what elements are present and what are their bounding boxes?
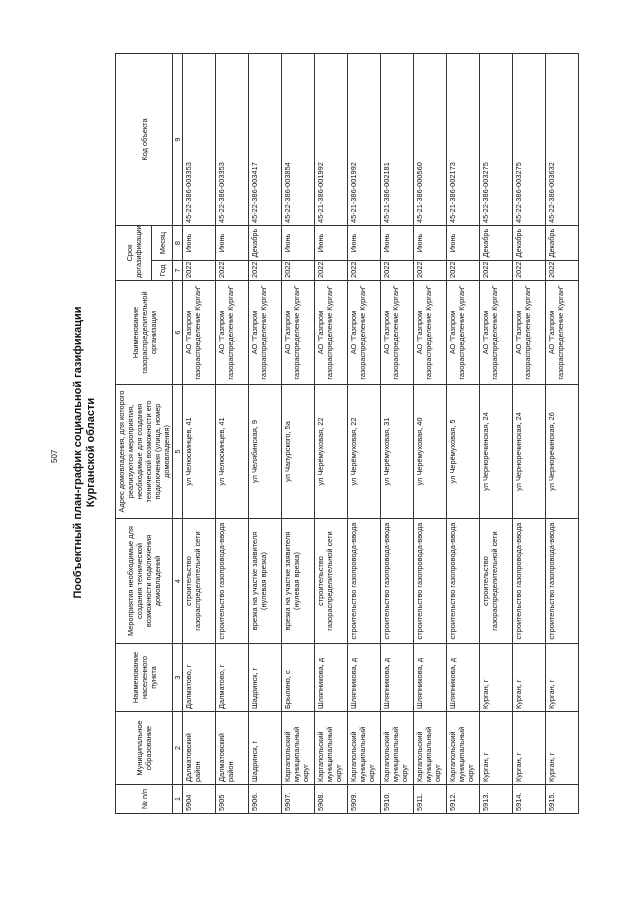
code-cell: 45-22-386-003632 bbox=[546, 54, 579, 226]
column-numbers-row bbox=[173, 54, 183, 814]
year-cell: 2022 bbox=[381, 261, 414, 281]
org-cell: АО "Газпром газораспределение Курган" bbox=[348, 281, 381, 385]
column-number: 4 bbox=[173, 519, 183, 644]
month-cell: Июнь bbox=[183, 226, 216, 261]
table-row bbox=[414, 54, 447, 814]
year-cell: 2022 bbox=[447, 261, 480, 281]
column-number: 8 bbox=[173, 226, 183, 261]
header-year: Год bbox=[152, 261, 173, 281]
address-cell: ул Черёмуховая, 31 bbox=[381, 385, 414, 519]
header-num: № п/п bbox=[116, 785, 173, 814]
org-cell: АО "Газпром газораспределение Курган" bbox=[546, 281, 579, 385]
measures-cell: строительство газопровода-ввода bbox=[348, 519, 381, 644]
code-cell: 45-21-386-002181 bbox=[381, 54, 414, 226]
measures-cell: строительство газопровода-ввода bbox=[381, 519, 414, 644]
measures-cell: строительство газораспределительной сети bbox=[315, 519, 348, 644]
column-number: 7 bbox=[173, 261, 183, 281]
year-cell: 2022 bbox=[414, 261, 447, 281]
year-cell: 2022 bbox=[183, 261, 216, 281]
row-number: 5906. bbox=[249, 785, 282, 814]
year-cell: 2022 bbox=[348, 261, 381, 281]
row-number: 5907. bbox=[282, 785, 315, 814]
title-line-1: Пообъектный план-график социальной газификации bbox=[72, 306, 84, 599]
code-cell: 45-22-386-003353 bbox=[183, 54, 216, 226]
month-cell: Декабрь bbox=[480, 226, 513, 261]
column-number: 5 bbox=[173, 385, 183, 519]
address-cell: ул Челюскинцев, 41 bbox=[183, 385, 216, 519]
row-number: 5911. bbox=[414, 785, 447, 814]
org-cell: АО "Газпром газораспределение Курган" bbox=[513, 281, 546, 385]
row-number: 5912. bbox=[447, 785, 480, 814]
month-cell: Декабрь bbox=[249, 226, 282, 261]
settlement-cell: Курган, г bbox=[513, 644, 546, 712]
settlement-cell: Шляпникова, д bbox=[381, 644, 414, 712]
row-number: 5905 bbox=[216, 785, 249, 814]
measures-cell: строительство газопровода-ввода bbox=[447, 519, 480, 644]
settlement-cell: Шадринск, г bbox=[249, 644, 282, 712]
address-cell: ул Чапурского, 5а bbox=[282, 385, 315, 519]
month-cell: Июнь bbox=[315, 226, 348, 261]
settlement-cell: Шляпникова, д bbox=[447, 644, 480, 712]
month-cell: Декабрь bbox=[546, 226, 579, 261]
table-row bbox=[447, 54, 480, 814]
measures-cell: строительство газопровода-ввода bbox=[546, 519, 579, 644]
code-cell: 45-21-386-000560 bbox=[414, 54, 447, 226]
column-number: 2 bbox=[173, 712, 183, 785]
org-cell: АО "Газпром газораспределение Курган" bbox=[414, 281, 447, 385]
month-cell: Июнь bbox=[447, 226, 480, 261]
settlement-cell: Далматово, г bbox=[216, 644, 249, 712]
page-number: 507 bbox=[50, 449, 59, 463]
org-cell: АО "Газпром газораспределение Курган" bbox=[183, 281, 216, 385]
month-cell: Декабрь bbox=[513, 226, 546, 261]
column-number: 3 bbox=[173, 644, 183, 712]
municipal-cell: Шадринск, г bbox=[249, 712, 282, 785]
municipal-cell: Каргапольский муниципальный округ bbox=[348, 712, 381, 785]
row-number: 5914. bbox=[513, 785, 546, 814]
month-cell: Июнь bbox=[381, 226, 414, 261]
address-cell: ул Черёмуховая, 22 bbox=[348, 385, 381, 519]
row-number: 5909. bbox=[348, 785, 381, 814]
settlement-cell: Далматово, г bbox=[183, 644, 216, 712]
header-municipal: Муниципальное образование bbox=[116, 712, 173, 785]
org-cell: АО "Газпром газораспределение Курган" bbox=[216, 281, 249, 385]
row-number: 5913. bbox=[480, 785, 513, 814]
row-number: 5904 bbox=[183, 785, 216, 814]
settlement-cell: Шляпникова, д bbox=[348, 644, 381, 712]
table-row bbox=[249, 54, 282, 814]
settlement-cell: Шляпникова, д bbox=[414, 644, 447, 712]
measures-cell: строительство газопровода-ввода bbox=[216, 519, 249, 644]
address-cell: ул Челюскинцев, 41 bbox=[216, 385, 249, 519]
measures-cell: строительство газопровода-ввода bbox=[414, 519, 447, 644]
year-cell: 2022 bbox=[315, 261, 348, 281]
municipal-cell: Далматовский район bbox=[183, 712, 216, 785]
year-cell: 2022 bbox=[249, 261, 282, 281]
header-month: Месяц bbox=[152, 226, 173, 261]
municipal-cell: Курган, г bbox=[513, 712, 546, 785]
year-cell: 2022 bbox=[282, 261, 315, 281]
code-cell: 45-22-386-003417 bbox=[249, 54, 282, 226]
address-cell: ул Черёмуховая, 5 bbox=[447, 385, 480, 519]
settlement-cell: Курган, г bbox=[480, 644, 513, 712]
municipal-cell: Курган, г bbox=[480, 712, 513, 785]
row-number: 5908. bbox=[315, 785, 348, 814]
table-body bbox=[183, 54, 579, 814]
code-cell: 45-22-386-003275 bbox=[513, 54, 546, 226]
org-cell: АО "Газпром газораспределение Курган" bbox=[282, 281, 315, 385]
page-title bbox=[72, 0, 98, 905]
header-deadline: Срок догазификации bbox=[116, 226, 152, 281]
measures-cell: строительство газораспределительной сети bbox=[480, 519, 513, 644]
org-cell: АО "Газпром газораспределение Курган" bbox=[249, 281, 282, 385]
month-cell: Июнь bbox=[414, 226, 447, 261]
row-number: 5910. bbox=[381, 785, 414, 814]
municipal-cell: Каргапольский муниципальный округ bbox=[381, 712, 414, 785]
address-cell: ул Черёмуховая, 22 bbox=[315, 385, 348, 519]
municipal-cell: Каргапольский муниципальный округ bbox=[282, 712, 315, 785]
settlement-cell: Шляпникова, д bbox=[315, 644, 348, 712]
year-cell: 2022 bbox=[513, 261, 546, 281]
municipal-cell: Каргапольский муниципальный округ bbox=[414, 712, 447, 785]
table-row bbox=[546, 54, 579, 814]
table-row bbox=[216, 54, 249, 814]
municipal-cell: Далматовский район bbox=[216, 712, 249, 785]
measures-cell: строительство газораспределительной сети bbox=[183, 519, 216, 644]
org-cell: АО "Газпром газораспределение Курган" bbox=[315, 281, 348, 385]
row-number: 5915. bbox=[546, 785, 579, 814]
header-code: Код объекта bbox=[116, 54, 173, 226]
org-cell: АО "Газпром газораспределение Курган" bbox=[381, 281, 414, 385]
column-number: 1 bbox=[173, 785, 183, 814]
table-row bbox=[315, 54, 348, 814]
municipal-cell: Каргапольский муниципальный округ bbox=[315, 712, 348, 785]
measures-cell: врезка на участке заявителя (нулевая врезка) bbox=[249, 519, 282, 644]
code-cell: 45-22-386-003854 bbox=[282, 54, 315, 226]
org-cell: АО "Газпром газораспределение Курган" bbox=[480, 281, 513, 385]
address-cell: ул Черноречинская, 24 bbox=[513, 385, 546, 519]
address-cell: ул Черноречинская, 26 bbox=[546, 385, 579, 519]
header-row bbox=[116, 54, 152, 814]
table-row bbox=[480, 54, 513, 814]
municipal-cell: Каргапольский муниципальный округ bbox=[447, 712, 480, 785]
settlement-cell: Брылино, с bbox=[282, 644, 315, 712]
month-cell: Июнь bbox=[348, 226, 381, 261]
title-line-2: Курганской области bbox=[85, 397, 97, 508]
table-row bbox=[348, 54, 381, 814]
code-cell: 45-22-386-003275 bbox=[480, 54, 513, 226]
address-cell: ул Челябинская, 9 bbox=[249, 385, 282, 519]
settlement-cell: Курган, г bbox=[546, 644, 579, 712]
table-row bbox=[282, 54, 315, 814]
year-cell: 2022 bbox=[546, 261, 579, 281]
header-measures: Мероприятия необходимые для создания технической возможности подключения домовладений bbox=[116, 519, 173, 644]
year-cell: 2022 bbox=[480, 261, 513, 281]
code-cell: 45-21-386-002173 bbox=[447, 54, 480, 226]
municipal-cell: Курган, г bbox=[546, 712, 579, 785]
code-cell: 45-21-386-001992 bbox=[348, 54, 381, 226]
address-cell: ул Черноречинская, 24 bbox=[480, 385, 513, 519]
code-cell: 45-22-386-003353 bbox=[216, 54, 249, 226]
address-cell: ул Черёмуховая, 40 bbox=[414, 385, 447, 519]
header-address: Адрес домовладения, для которого реализуются мероприятия, необходимые для создания технической возможности его подключения (улица, номер домовладения) bbox=[116, 385, 173, 519]
month-cell: Июнь bbox=[282, 226, 315, 261]
org-cell: АО "Газпром газораспределение Курган" bbox=[447, 281, 480, 385]
column-number: 6 bbox=[173, 281, 183, 385]
gasification-schedule-table bbox=[115, 53, 579, 814]
header-org: Наименование газораспределительной организации bbox=[116, 281, 173, 385]
header-settlement: Наименование населенного пункта bbox=[116, 644, 173, 712]
year-cell: 2022 bbox=[216, 261, 249, 281]
column-number: 9 bbox=[173, 54, 183, 226]
table-row bbox=[513, 54, 546, 814]
measures-cell: строительство газопровода-ввода bbox=[513, 519, 546, 644]
table-row bbox=[381, 54, 414, 814]
measures-cell: врезка на участке заявителя (нулевая врезка) bbox=[282, 519, 315, 644]
code-cell: 45-21-386-001992 bbox=[315, 54, 348, 226]
month-cell: Июнь bbox=[216, 226, 249, 261]
table-row bbox=[183, 54, 216, 814]
